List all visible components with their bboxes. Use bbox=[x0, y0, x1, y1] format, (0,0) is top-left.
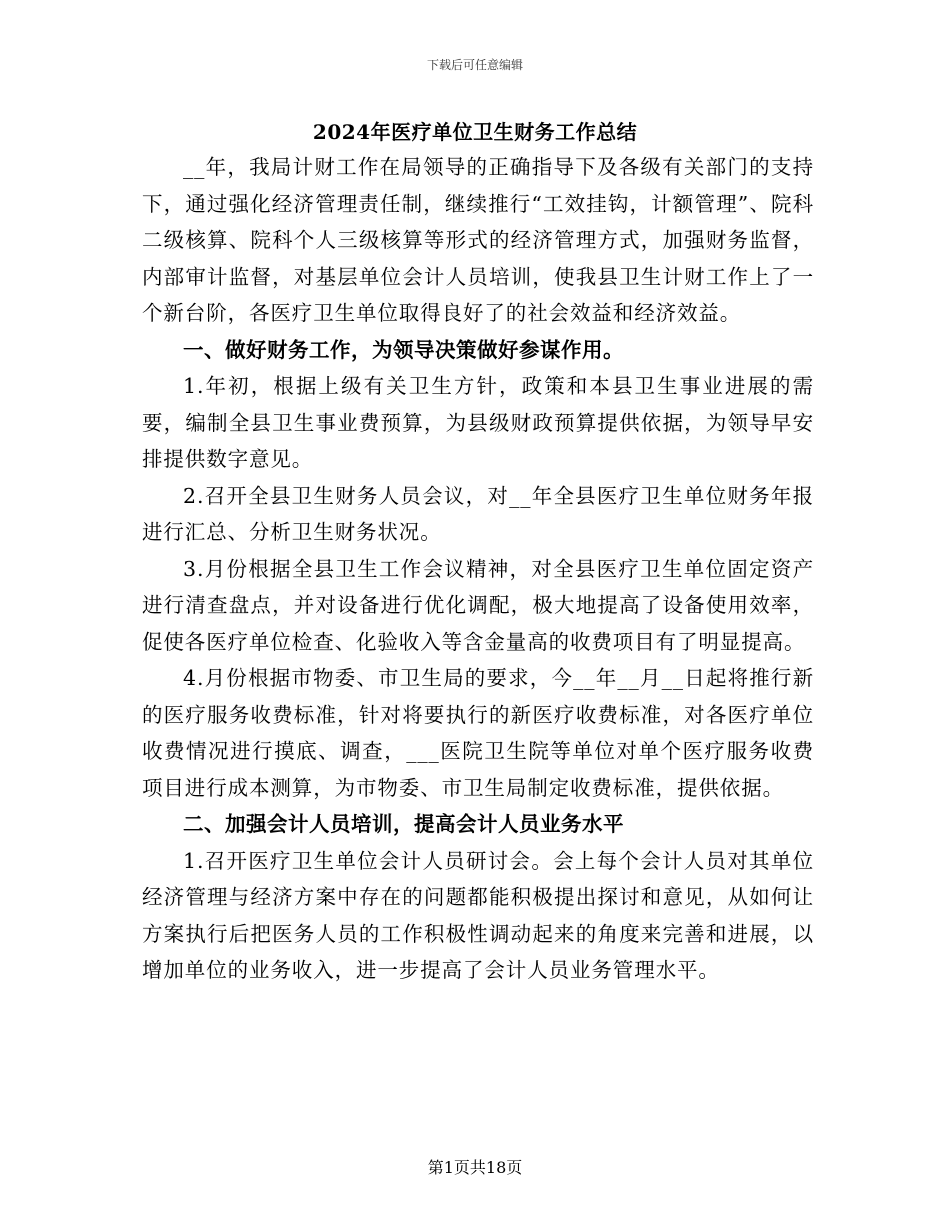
paragraph-intro: __年，我局计财工作在局领导的正确指导下及各级有关部门的支持下，通过强化经济管理责任制，继续推行“工效挂钩，计额管理”、院科二级核算、院科个人三级核算等形式的经济管理方式，加强财务监督，内部审计监督，对基层单位会计人员培训，使我县卫生计财工作上了一个新台阶，各医疗卫生单位取得良好了的社会效益和经济效益。 bbox=[142, 155, 814, 325]
paragraph-item: 2.召开全县卫生财务人员会议，对__年全县医疗卫生单位财务年报进行汇总、分析卫生财务状况。 bbox=[142, 483, 814, 544]
document-body bbox=[142, 149, 814, 989]
paragraph-item: 1.年初，根据上级有关卫生方针，政策和本县卫生事业进展的需要，编制全县卫生事业费预算，为县级财政预算提供依据，为领导早安排提供数字意见。 bbox=[142, 374, 814, 471]
paragraph-item: 4.月份根据市物委、市卫生局的要求，今__年__月__日起将推行新的医疗服务收费标准，针对将要执行的新医疗收费标准，对各医疗单位收费情况进行摸底、调查，___医院卫生院等单位对单个医疗服务收费项目进行成本测算，为市物委、市卫生局制定收费标准，提供依据。 bbox=[142, 666, 814, 800]
document-title: 2024年医疗单位卫生财务工作总结 bbox=[312, 120, 638, 144]
paragraph-item: 1.召开医疗卫生单位会计人员研讨会。会上每个会计人员对其单位经济管理与经济方案中存在的问题都能积极提出探讨和意见，从如何让方案执行后把医务人员的工作积极性调动起来的角度来完善和进展，以增加单位的业务收入，进一步提高了会计人员业务管理水平。 bbox=[142, 848, 814, 982]
paragraph-item: 3.月份根据全县卫生工作会议精神，对全县医疗卫生单位固定资产进行清查盘点，并对设备进行优化调配，极大地提高了设备使用效率，促使各医疗单位检查、化验收入等含金量高的收费项目有了明显提高。 bbox=[142, 556, 814, 654]
section-heading-1: 一、做好财务工作，为领导决策做好参谋作用。 bbox=[183, 337, 624, 362]
section-heading-2: 二、加强会计人员培训，提高会计人员业务水平 bbox=[183, 812, 624, 836]
page-number-footer: 第1页共18页 bbox=[427, 1158, 523, 1177]
header-note: 下载后可任意编辑 bbox=[426, 58, 523, 72]
